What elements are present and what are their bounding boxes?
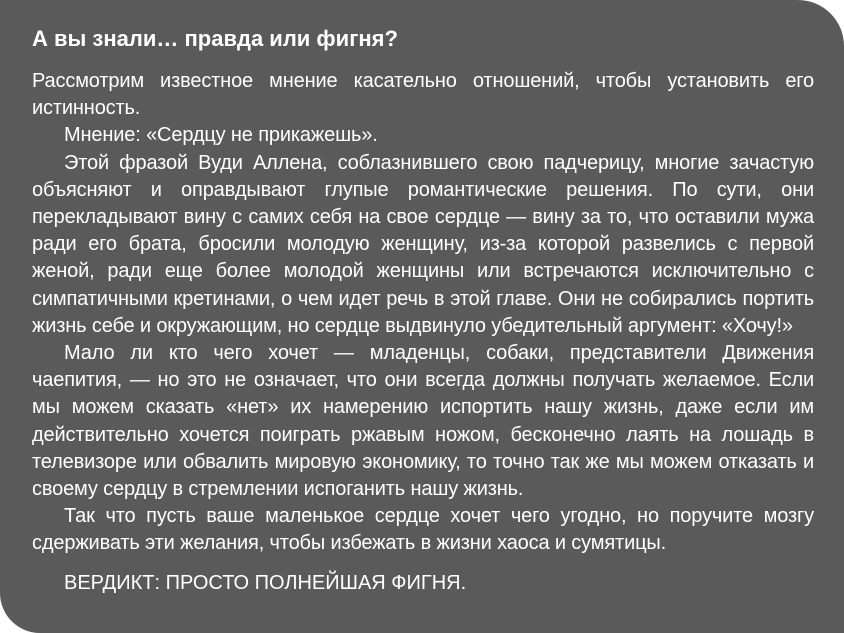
paragraph-argument: Мало ли кто чего хочет — младенцы, собаки, представители Движения чаепития, — но это не означает, что они всегда должны получать желаемое. Если мы можем сказать «нет» их намерению испортить нашу жизнь, даже если им действительно хочется поиграть ржавым ножом, бесконечно лаять на лошадь в телевизоре или обвалить мировую экономику, то точно так же мы можем отказать и своему сердцу в стремлении испоганить нашу жизнь. bbox=[32, 342, 814, 501]
paragraph-opinion: Мнение: «Сердцу не прикажешь». bbox=[64, 124, 378, 147]
paragraph-explanation: Этой фразой Вуди Аллена, соблазнившего свою падчерицу, многие зачастую объясняют и оправдывают глупые романтические решения. По сути, они перекладывают вину с самих себя на свое сердце — вину за то, что оставили мужа ради его брата, бросили молодую женщину, из-за которой развелись с первой женой, ради еще более молодой женщины или встречаются исключительно с симпатичными кретинами, о чем идет речь в этой главе. Они не собирались портить жизнь себе и окружающим, но сердце выдвинуло убедительный аргумент: «Хочу!» bbox=[32, 151, 814, 337]
verdict-line: ВЕРДИКТ: ПРОСТО ПОЛНЕЙШАЯ ФИГНЯ. bbox=[64, 571, 467, 594]
paragraph-intro: Рассмотрим известное мнение касательно отношений, чтобы установить его истинность. bbox=[32, 70, 814, 120]
box-body bbox=[32, 68, 814, 558]
paragraph-conclusion: Так что пусть ваше маленькое сердце хочет чего угодно, но поручите мозгу сдерживать эти желания, чтобы избежать в жизни хаоса и сумятицы. bbox=[32, 505, 814, 555]
box-title: А вы знали… правда или фигня? bbox=[32, 26, 398, 51]
